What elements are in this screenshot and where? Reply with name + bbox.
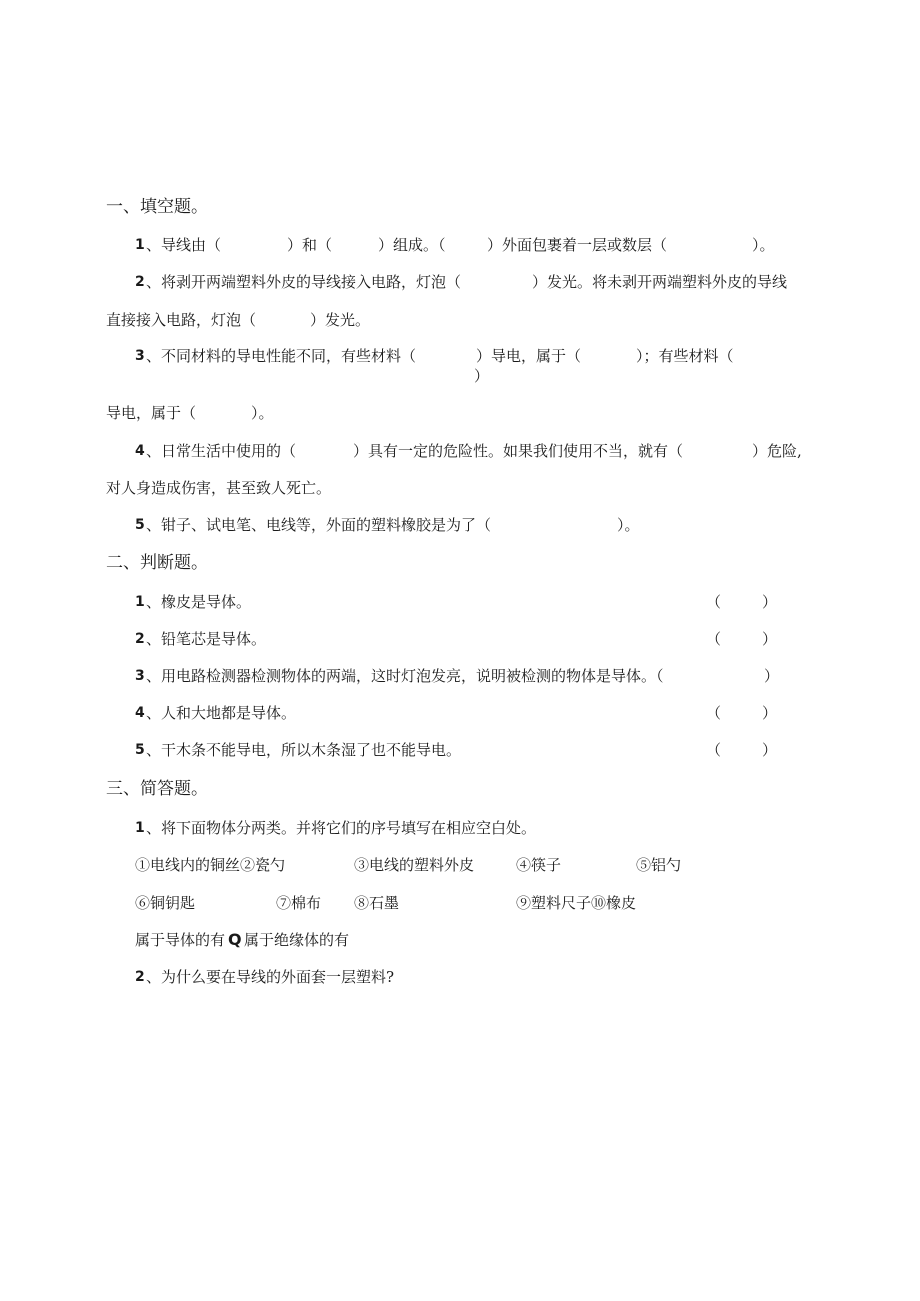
answer-paren-close: ）: [762, 630, 778, 648]
question-text: 、铅笔芯是导体。: [146, 630, 267, 648]
question-number: 1: [135, 237, 145, 253]
item-label: ⑨塑料尺子⑩橡皮: [516, 894, 637, 912]
question-text: ）导电，属于（: [476, 347, 582, 365]
question-text: ）。: [251, 404, 274, 422]
question-text: ）和（: [287, 236, 333, 254]
answer-paren-close: ）: [762, 593, 778, 611]
question-text: ）发光。: [310, 311, 371, 329]
question-number: 1: [135, 594, 145, 610]
question-text: 直接接入电路，灯泡（: [106, 311, 257, 329]
section-title-short-answer: 三、简答题。: [106, 779, 208, 799]
question-number: 3: [135, 348, 145, 364]
item-label: ①电线内的铜丝②瓷勺: [135, 856, 286, 874]
item-label: ⑥铜钥匙: [135, 894, 196, 912]
question-text: 对人身造成伤害，甚至致人死亡。: [106, 479, 332, 497]
question-text: 导电，属于（: [106, 404, 197, 422]
section-title-fill: 一、填空题。: [106, 197, 208, 217]
question-number: 4: [135, 705, 145, 721]
answer-paren-open: （: [706, 630, 722, 648]
question-number: 4: [135, 443, 145, 459]
question-number: 5: [135, 517, 145, 533]
answer-paren-open: （: [706, 704, 722, 722]
question-text: 、导线由（: [146, 236, 222, 254]
question-text: 、干木条不能导电，所以木条湿了也不能导电。: [146, 741, 462, 759]
question-text: 、日常生活中使用的（: [146, 442, 297, 460]
question-text: ）；有些材料（: [636, 347, 734, 365]
question-text: ）组成。（: [378, 236, 446, 254]
conductor-label: 属于导体的有: [135, 931, 226, 949]
question-text: 、人和大地都是导体。: [146, 704, 297, 722]
classify-q-mark: Q: [228, 930, 242, 949]
question-number: 5: [135, 742, 145, 758]
answer-paren-open: （: [706, 593, 722, 611]
question-text: ）: [474, 367, 490, 385]
question-text: 、不同材料的导电性能不同，有些材料（: [146, 347, 417, 365]
question-number: 3: [135, 668, 145, 684]
answer-paren-close: ）: [762, 741, 778, 759]
question-text: 、用电路检测器检测物体的两端，这时灯泡发亮，说明被检测的物体是导体。（: [146, 667, 664, 685]
question-text: 、将下面物体分两类。并将它们的序号填写在相应空白处。: [146, 819, 537, 837]
section-title-judge: 二、判断题。: [106, 553, 208, 573]
item-label: ⑦棉布: [276, 894, 322, 912]
question-text: 、为什么要在导线的外面套一层塑料?: [146, 968, 395, 986]
question-number: 2: [135, 631, 145, 647]
item-label: ④筷子: [516, 856, 562, 874]
item-label: ⑤铝勺: [636, 856, 682, 874]
item-label: ⑧石墨: [354, 894, 400, 912]
insulator-label: 属于绝缘体的有: [244, 931, 350, 949]
answer-paren-open: （: [706, 741, 722, 759]
question-number: 2: [135, 969, 145, 985]
answer-paren-close: ）: [764, 667, 780, 685]
question-text: ）发光。将未剥开两端塑料外皮的导线: [532, 273, 788, 291]
answer-paren-close: ）: [762, 704, 778, 722]
question-text: ）。: [617, 516, 640, 534]
question-text: 、橡皮是导体。: [146, 593, 252, 611]
question-text: ）。: [752, 236, 775, 254]
question-text: 、钳子、试电笔、电线等，外面的塑料橡胶是为了（: [146, 516, 492, 534]
item-label: ③电线的塑料外皮: [354, 856, 475, 874]
question-text: 、将剥开两端塑料外皮的导线接入电路，灯泡（: [146, 273, 462, 291]
question-text: ）具有一定的危险性。如果我们使用不当，就有（: [353, 442, 684, 460]
question-number: 2: [135, 274, 145, 290]
question-text: ）危险,: [752, 442, 802, 460]
question-number: 1: [135, 820, 145, 836]
question-text: ）外面包裹着一层或数层（: [487, 236, 668, 254]
